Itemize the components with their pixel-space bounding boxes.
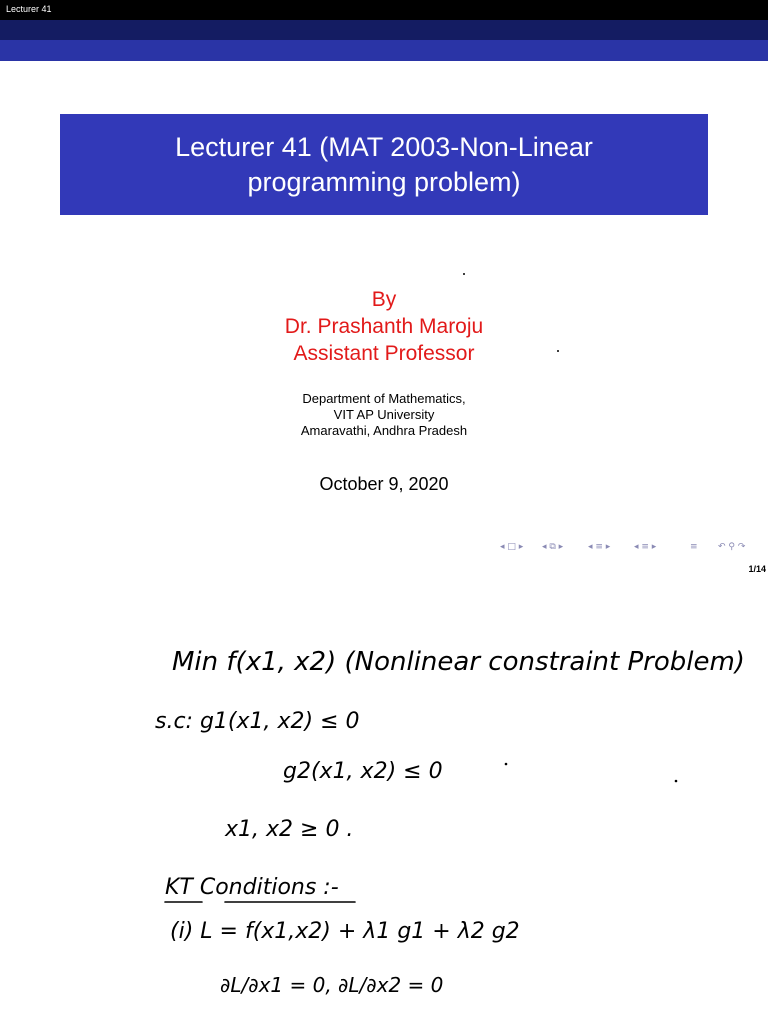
header-band-dark <box>0 20 768 40</box>
header-title: Lecturer 41 <box>6 4 52 14</box>
department-block <box>0 391 768 439</box>
note-line-6: (i) L = f(x1,x2) + λ1 g1 + λ2 g2 <box>170 919 520 944</box>
zoom-icon[interactable]: ↶ ⚲ ↷ <box>718 542 746 552</box>
slide-title <box>134 130 634 200</box>
prev-frame-icon[interactable]: ◂ ⧉ ▸ <box>542 542 564 552</box>
note-line-4: x1, x2 ≥ 0 . <box>225 817 354 842</box>
header-bar <box>0 0 768 20</box>
slide-date: October 9, 2020 <box>319 474 449 494</box>
author-block <box>0 286 768 367</box>
author-name: Dr. Prashanth Maroju <box>284 315 484 338</box>
stray-dot <box>463 273 465 275</box>
first-frame-icon[interactable]: ◂ □ ▸ <box>500 542 524 552</box>
author-position: Assistant Professor <box>293 342 475 365</box>
handwritten-notes <box>0 578 768 1024</box>
prev-section-icon[interactable]: ◂ ≡ ▸ <box>588 542 611 552</box>
department-line: Department of Mathematics, <box>302 391 466 406</box>
prev-subsection-icon[interactable]: ◂ ≡ ▸ <box>634 542 657 552</box>
slide-title-line-1: Lecturer 41 (MAT 2003-Non-Linear <box>175 131 593 162</box>
header-band-light <box>0 40 768 61</box>
university-line: VIT AP University <box>333 407 435 422</box>
location-line: Amaravathi, Andhra Pradesh <box>300 423 468 438</box>
note-line-7: ∂L/∂x1 = 0, ∂L/∂x2 = 0 <box>220 973 444 997</box>
note-line-2: s.c: g1(x1, x2) ≤ 0 <box>155 709 360 734</box>
note-line-5: KT Conditions :- <box>165 875 339 900</box>
stray-dot <box>675 780 678 783</box>
beamer-navigation <box>500 542 762 556</box>
note-line-1: Min f(x1, x2) (Nonlinear constraint Problem) <box>172 647 745 677</box>
slide-title-line-2: programming problem) <box>247 166 521 197</box>
slide-title-box <box>60 114 708 215</box>
note-line-3: g2(x1, x2) ≤ 0 <box>283 759 443 784</box>
author-by: By <box>371 288 397 311</box>
align-icon[interactable]: ≡ <box>690 542 698 552</box>
page-number: 1/14 <box>748 564 766 574</box>
handwriting-canvas <box>0 578 768 1024</box>
stray-dot <box>505 763 508 766</box>
